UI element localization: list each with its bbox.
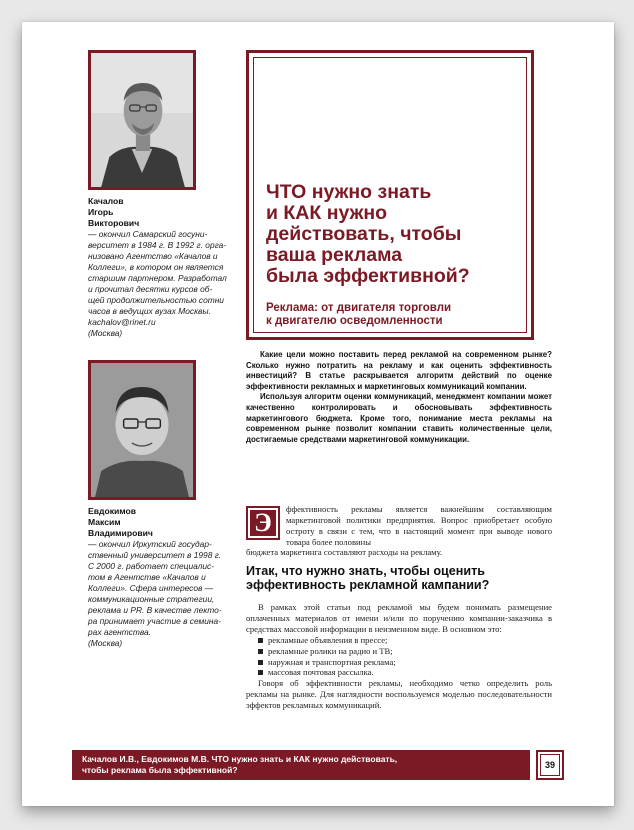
section-heading-line: Итак, что нужно знать, чтобы оценить [246,564,486,578]
author2-bio-line: ственный университет в 1998 г. [88,550,222,560]
article-subtitle [266,302,526,328]
article-lead [246,350,552,445]
lead-paragraph: Используя алгоритм оценки коммуникаций, менеджмент компании может качественно контролировать и обосновывать эффективность маркетингового бюджета. Кроме того, понимание места рекламы на современном рынке позволит компании ставить количественные цели, достигаемые средствами маркетинговой коммуникации. [246,392,552,444]
article-title-line: действовать, чтобы [266,223,462,245]
intro-text-tail: бюджета маркетинга составляют расходы на рекламу. [246,547,443,557]
author1-bio-line: старшим партнером. Разработал [88,273,227,283]
title-frame-inner [253,57,527,333]
author2-portrait-image [91,363,193,497]
article-title-line: и КАК нужно [266,202,388,224]
author1-portrait-image [91,53,193,187]
author2-name-line: Евдокимов [88,506,137,516]
author2-bio-line: коммуникационные стратегии, [88,594,215,604]
author2-bio-line: рах агентства. [88,627,152,637]
dropcap-letter: Э [250,510,276,536]
magazine-page [22,22,614,806]
dropcap [246,506,280,540]
author2-bio-line: С 2000 г. работает специалис- [88,561,215,571]
author2-photo [88,360,196,500]
author1-bio-line: Коллеги», в котором он является [88,262,224,272]
lead-paragraph: Какие цели можно поставить перед рекламой на современном рынке? Сколько нужно потратить на рекламу и как оценить эффективность инвестиций? В статье раскрывается алгоритм действий по оценке эффективности рекламных и маркетинговых коммуникаций компании. [246,350,552,391]
author2-bio-line: том в Агентстве «Качалов и [88,572,206,582]
author1-name-line: Игорь [88,207,114,217]
article-body [246,602,552,711]
section-heading [246,564,552,592]
list-item: массовая почтовая рассылка. [258,667,552,678]
list-item: рекламные объявления в прессе; [258,635,552,646]
author1-bio [88,196,256,339]
title-frame [246,50,534,340]
article-title-line: ЧТО нужно знать [266,181,432,203]
author2-bio [88,506,256,649]
author1-photo [88,50,196,190]
page-number: 39 [540,754,560,776]
footer-line: чтобы реклама была эффективной? [82,765,238,775]
author1-name-line: Викторович [88,218,140,228]
article-title [266,182,526,287]
page-footer [72,750,530,780]
list-item: наружная и транспортная реклама; [258,657,552,668]
list-item: рекламные ролики на радио и ТВ; [258,646,552,657]
author1-bio-line: низовано Агентство «Качалов и [88,251,218,261]
author1-bio-line: и прочитал десятки курсов об- [88,284,213,294]
author2-bio-line: Коллеги». Сфера интересов — [88,583,214,593]
author2-bio-line: ра принимает участие в семина- [88,616,221,626]
author1-bio-line: щей продолжительностью сотни [88,295,224,305]
author2-name-line: Максим [88,517,121,527]
section-heading-line: эффективность рекламной кампании? [246,578,490,592]
author1-bio-line: верситет в 1984 г. В 1992 г. орга- [88,240,227,250]
bullet-list [246,635,552,679]
author2-bio-line: реклама и PR. В качестве лекто- [88,605,222,615]
author2-city: (Москва) [88,638,123,648]
article-title-line: ваша реклама [266,244,403,266]
article-title-line: была эффективной? [266,265,470,287]
footer-line: Качалов И.В., Евдокимов М.В. ЧТО нужно знать и КАК нужно действовать, [82,754,398,764]
body-paragraph: Говоря об эффективности рекламы, необходимо четко определить роль рекламы на рынке. Для наглядности воспользуемся моделью последовательности эффектов рекламных коммуникаций. [246,678,552,711]
author2-bio-line: — окончил Иркутский государ- [88,539,212,549]
body-paragraph: В рамках этой статьи под рекламой мы будем понимать размещение оплаченных материалов от имени и/или по поручению компании-заказчика в средствах массовой информации в неизменном виде. В основном это: [246,602,552,634]
author1-city: (Москва) [88,328,123,338]
author1-email[interactable]: kachalov@rinet.ru [88,317,156,327]
author1-bio-line: часов в ведущих вузах Москвы. [88,306,211,316]
article-subtitle-line: к двигателю осведомленности [266,315,443,327]
page-number-box [536,750,564,780]
author1-name-line: Качалов [88,196,124,206]
author2-name-line: Владимирович [88,528,153,538]
intro-text: ффективность рекламы является важнейшим составляющим маркетинговой политики предприятия. Вопрос приобретает особую остроту в связи с тем, что в настоящий момент при выводе нового товара более половины [286,504,552,547]
article-subtitle-line: Реклама: от двигателя торговли [266,302,452,314]
author1-bio-line: — окончил Самарский госуни- [88,229,208,239]
